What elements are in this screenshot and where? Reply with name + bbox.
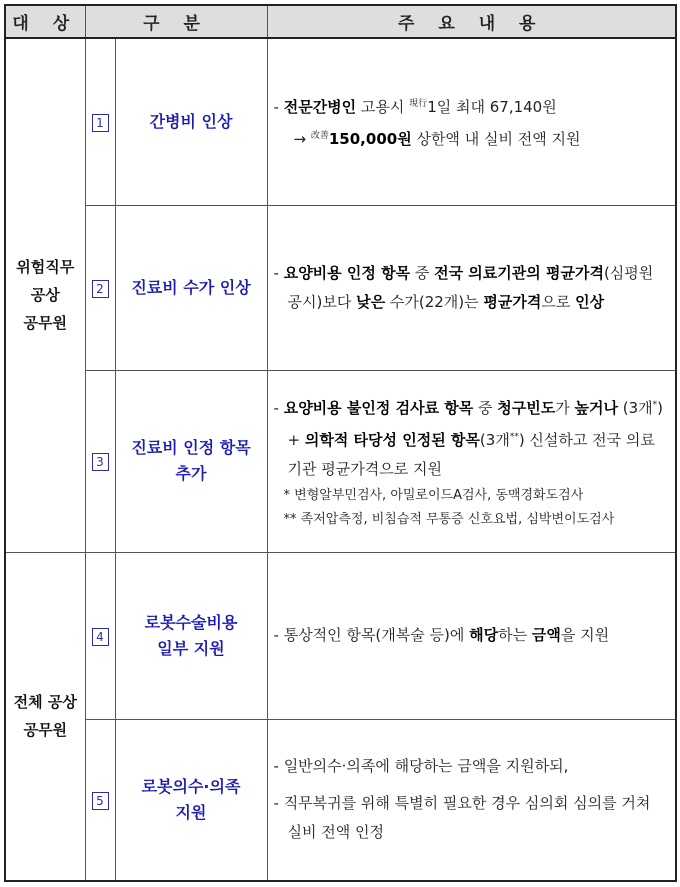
target-line: 위험직무: [16, 258, 75, 277]
target-group-all: [5, 552, 85, 881]
target-line: 공무원: [23, 314, 67, 333]
row-number: 3: [92, 453, 109, 471]
content-nursing-fee: [267, 38, 676, 205]
content-line: - 통상적인 항목(개복술 등)에 해당하는 금액을 지원: [273, 626, 610, 644]
row-number-cell: [85, 552, 115, 719]
category-robot-prosthesis: [115, 719, 267, 881]
content-line: → $^{改善}$150,000원 상한액 내 실비 전액 지원: [293, 129, 581, 148]
content-line: - 일반의수·의족에 해당하는 금액을 지원하되,: [273, 757, 569, 776]
category-line: 일부 지원: [157, 638, 225, 658]
category-line: 진료비 인정 항목: [131, 438, 251, 457]
category-nursing-fee: [115, 38, 267, 205]
content-line: - 직무복귀를 위해 특별히 필요한 경우 심의회 심의를 거쳐 실비 전액 인정: [273, 794, 651, 842]
row-number: 2: [92, 280, 109, 298]
header-category: 구 분: [85, 5, 267, 38]
footnote-1: * 변형알부민검사, 아밀로이드A검사, 동맥경화도검사: [283, 487, 584, 503]
target-line: 전체 공상: [13, 693, 77, 712]
content-line: - 요양비용 인정 항목 중 전국 의료기관의 평균가격(심평원 공시)보다 낮은 수가(22개)는 평균가격으로 인상: [273, 263, 654, 311]
category-line: 로봇의수·의족: [141, 776, 241, 796]
category-new-items: [115, 370, 267, 552]
row-number-cell: [85, 370, 115, 552]
table-row: [5, 719, 676, 881]
header-content: 주 요 내 용: [267, 5, 676, 38]
target-line: 공무원: [23, 721, 67, 740]
table-row: [5, 38, 676, 205]
category-fee-increase: [115, 205, 267, 370]
row-number-cell: [85, 205, 115, 370]
category-line: 로봇수술비용: [144, 612, 238, 632]
row-number-cell: [85, 719, 115, 881]
content-robot-surgery: [267, 552, 676, 719]
policy-table: [4, 4, 677, 882]
table-row: [5, 205, 676, 370]
category-line: 간병비 인상: [149, 111, 233, 131]
header-row: [5, 5, 676, 38]
category-line: 지원: [175, 802, 207, 822]
table-row: [5, 552, 676, 719]
target-group-hazardous: [5, 38, 85, 552]
content-line: - 요양비용 불인정 검사료 항목 중 청구빈도가 높거나 (3개*) + 의학적 타당성 인정된 항목(3개**) 신설하고 전국 의료기관 평균가격으로 지원: [273, 398, 664, 478]
row-number: 4: [92, 628, 109, 646]
category-line: 추가: [175, 464, 207, 483]
header-target: 대 상: [5, 5, 85, 38]
row-number: 1: [92, 114, 109, 132]
row-number-cell: [85, 38, 115, 205]
table-row: [5, 370, 676, 552]
footnote-2: ** 족저압측정, 비침습적 무통증 신호요법, 심박변이도검사: [283, 511, 615, 527]
content-line: - 전문간병인 고용시 $^{現行}$1일 최대 67,140원: [273, 97, 557, 116]
content-new-items: [267, 370, 676, 552]
category-robot-surgery: [115, 552, 267, 719]
row-number: 5: [92, 792, 109, 810]
content-fee-increase: [267, 205, 676, 370]
content-robot-prosthesis: [267, 719, 676, 881]
category-line: 진료비 수가 인상: [131, 277, 251, 297]
target-line: 공상: [30, 286, 60, 305]
